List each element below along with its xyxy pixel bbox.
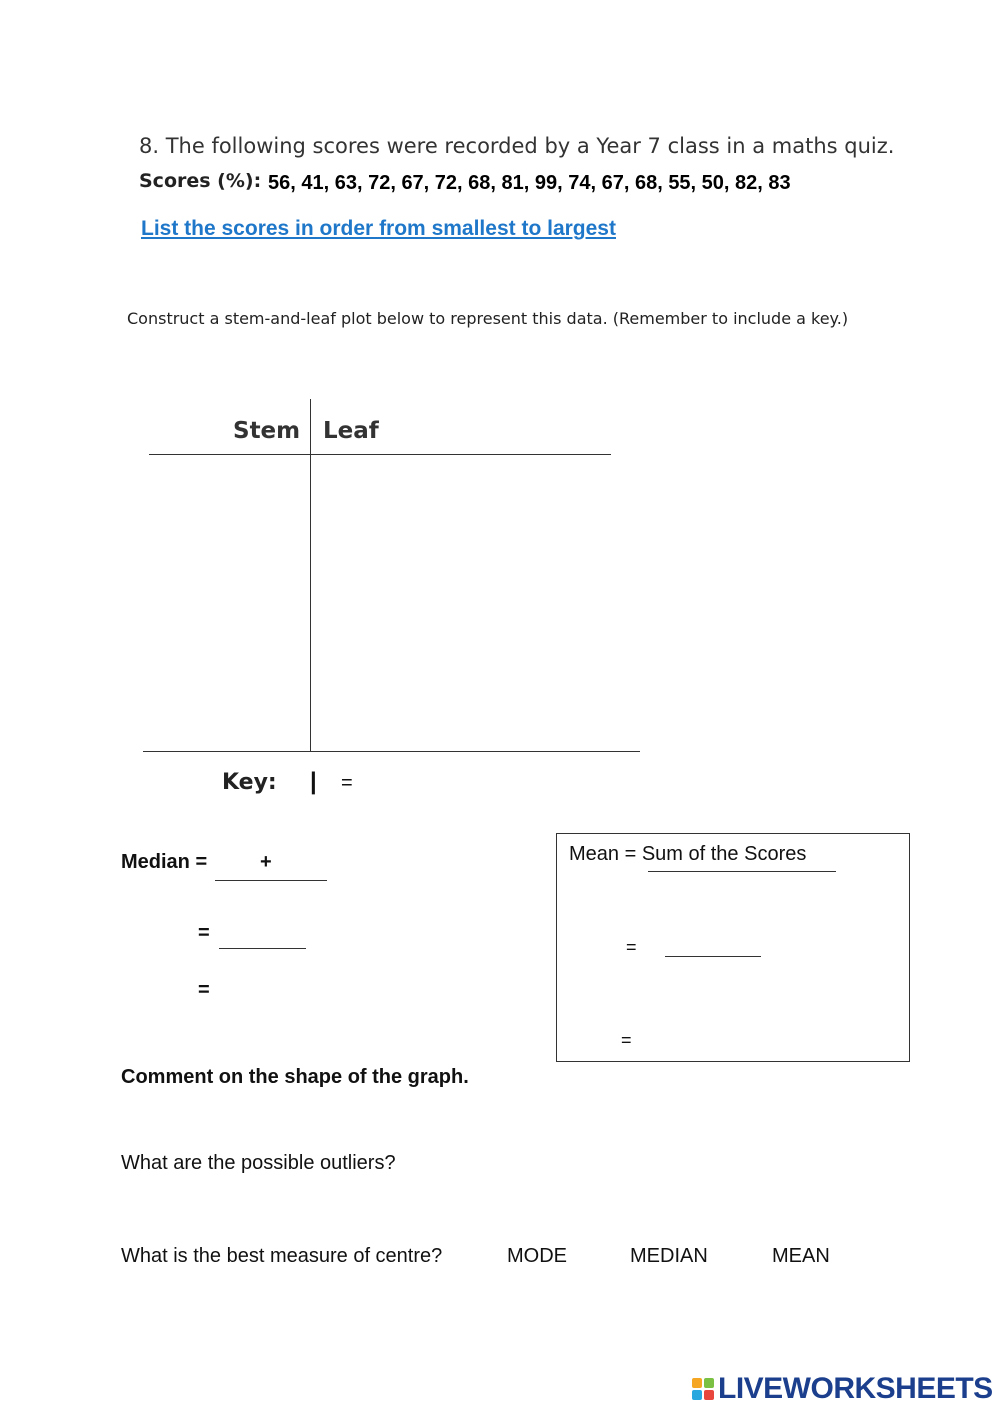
key-equals: = — [341, 772, 353, 794]
centre-question: What is the best measure of centre? — [121, 1245, 443, 1267]
plot-bottom-line — [143, 751, 640, 752]
scores-values: 56, 41, 63, 72, 67, 72, 68, 81, 99, 74, 67, 68, 55, 50, 82, 83 — [268, 172, 791, 194]
option-mean[interactable]: MEAN — [772, 1245, 830, 1267]
plot-divider-vertical — [310, 399, 311, 751]
scores-label: Scores (%): — [139, 170, 262, 192]
mean-prefix: Mean = — [569, 843, 642, 865]
mean-box — [556, 833, 910, 1062]
plot-header-line — [149, 454, 611, 455]
list-scores-link[interactable]: List the scores in order from smallest to largest — [141, 217, 616, 240]
median-plus: + — [260, 851, 272, 873]
mean-fraction-line-2 — [665, 956, 761, 957]
key-bar: | — [310, 768, 317, 795]
median-label: Median = — [121, 851, 208, 873]
comment-question: Comment on the shape of the graph. — [121, 1066, 469, 1088]
logo-block — [704, 1390, 714, 1400]
stem-header: Stem — [233, 418, 301, 444]
leaf-header: Leaf — [323, 418, 379, 444]
mean-formula — [569, 843, 806, 866]
median-fraction-line-2 — [219, 948, 306, 949]
logo-block — [692, 1390, 702, 1400]
logo-text: LIVEWORKSHEETS — [718, 1372, 993, 1405]
median-equals-2: = — [198, 979, 210, 1001]
mean-numerator: Sum of the Scores — [641, 843, 807, 865]
mean-equals-1: = — [626, 937, 637, 957]
mean-fraction-line — [648, 871, 836, 872]
liveworksheets-logo — [692, 1372, 993, 1406]
question-text: 8. The following scores were recorded by a Year 7 class in a maths quiz. — [139, 134, 895, 158]
key-label: Key: — [222, 770, 277, 795]
median-fraction-line — [215, 880, 327, 881]
option-median[interactable]: MEDIAN — [630, 1245, 708, 1267]
logo-block — [692, 1378, 702, 1388]
option-mode[interactable]: MODE — [507, 1245, 567, 1267]
logo-blocks-icon — [692, 1378, 714, 1400]
outliers-question: What are the possible outliers? — [121, 1152, 396, 1174]
logo-block — [704, 1378, 714, 1388]
construct-instruction: Construct a stem-and-leaf plot below to represent this data. (Remember to include a key.) — [127, 309, 849, 328]
median-equals-1: = — [198, 922, 210, 944]
mean-equals-2: = — [621, 1030, 632, 1050]
